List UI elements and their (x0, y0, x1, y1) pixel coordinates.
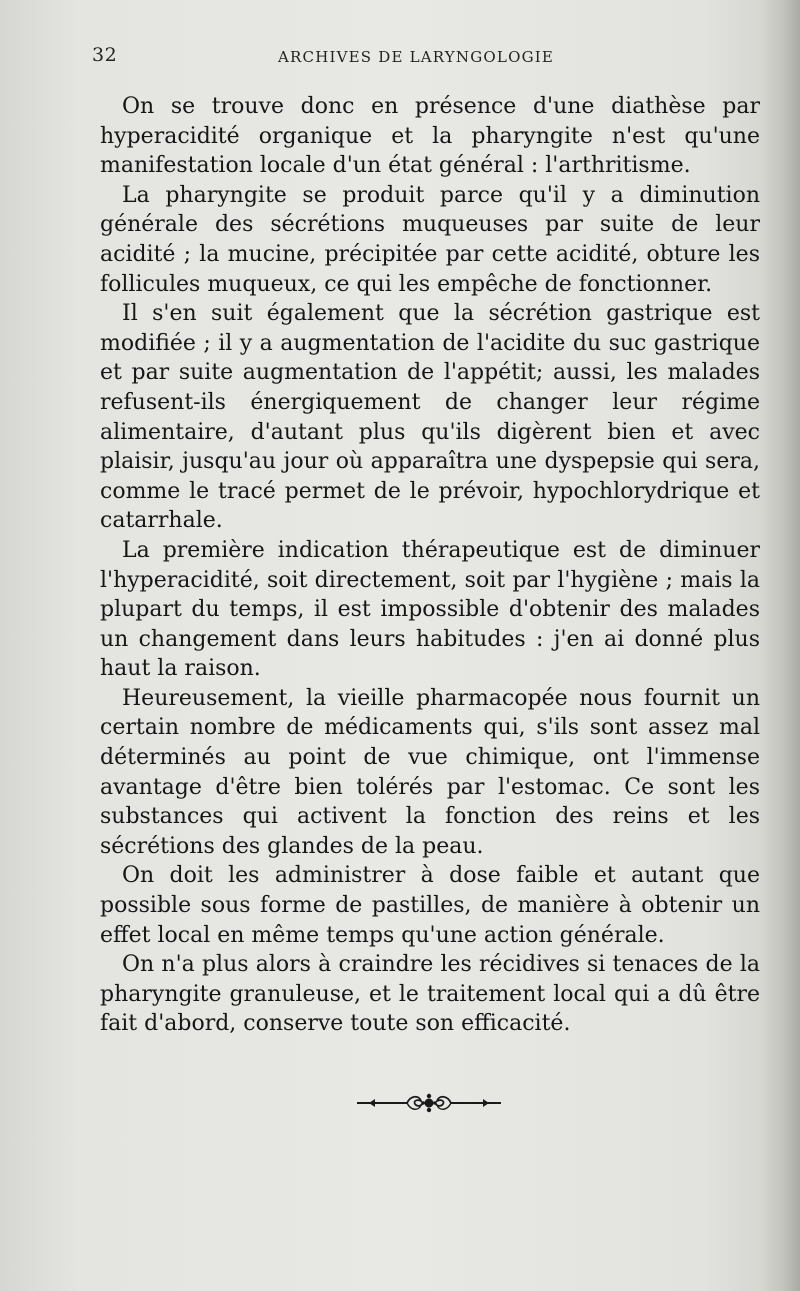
page-number: 32 (92, 44, 118, 66)
paragraph-1: On se trouve donc en présence d'une diathèse par hyperacidité organique et la pharyngite n'est qu'une manifestation locale d'un état général : l'arthritisme. (100, 94, 760, 179)
fleuron-ornament-icon (355, 1091, 503, 1115)
running-title: ARCHIVES DE LARYNGOLOGIE (278, 48, 555, 66)
paragraph-7: On n'a plus alors à craindre les récidives si tenaces de la pharyngite granuleuse, et le traitement local qui a dû être fait d'abord, conserve toute son efficacité. (100, 952, 760, 1037)
paragraph-6: On doit les administrer à dose faible et autant que possible sous forme de pastilles, de manière à obtenir un effet local en même temps qu'une action générale. (100, 863, 760, 948)
paragraph-4: La première indication thérapeutique est de diminuer l'hyperacidité, soit directement, soit par l'hygiène ; mais la plupart du temps, il est impossible d'obtenir des malades un changement dans leurs habitudes : j'en ai donné plus haut la raison. (100, 537, 760, 682)
running-head (92, 44, 764, 74)
paragraph-5: Heureusement, la vieille pharmacopée nous fournit un certain nombre de médicaments qui, s'ils sont assez mal déterminés au point de vue chimique, ont l'immense avantage d'être bien tolérés par l'estomac. Ce sont les substances qui activent la fonction des reins et les sécrétions des glandes de la peau. (100, 685, 760, 859)
paragraph-3: Il s'en suit également que la sécrétion gastrique est modifiée ; il y a augmentation de l'acidite du suc gastrique et par suite augmentation de l'appétit; aussi, les malades refusent-ils énergiquement de changer leur régime alimentaire, d'autant plus qu'ils digèrent bien et avec plaisir, jusqu'au jour où apparaîtra une dyspepsie qui sera, comme le tracé permet de le prévoir, hypochlorydrique et catarrhale. (100, 301, 760, 534)
paragraph-2: La pharyngite se produit parce qu'il y a diminution générale des sécrétions muqueuses par suite de leur acidité ; la mucine, précipitée par cette acidité, obture les follicules muqueux, ce qui les empêche de fonctionner. (100, 182, 760, 297)
body-text (100, 92, 760, 1039)
page-edge-shadow (760, 0, 800, 1291)
